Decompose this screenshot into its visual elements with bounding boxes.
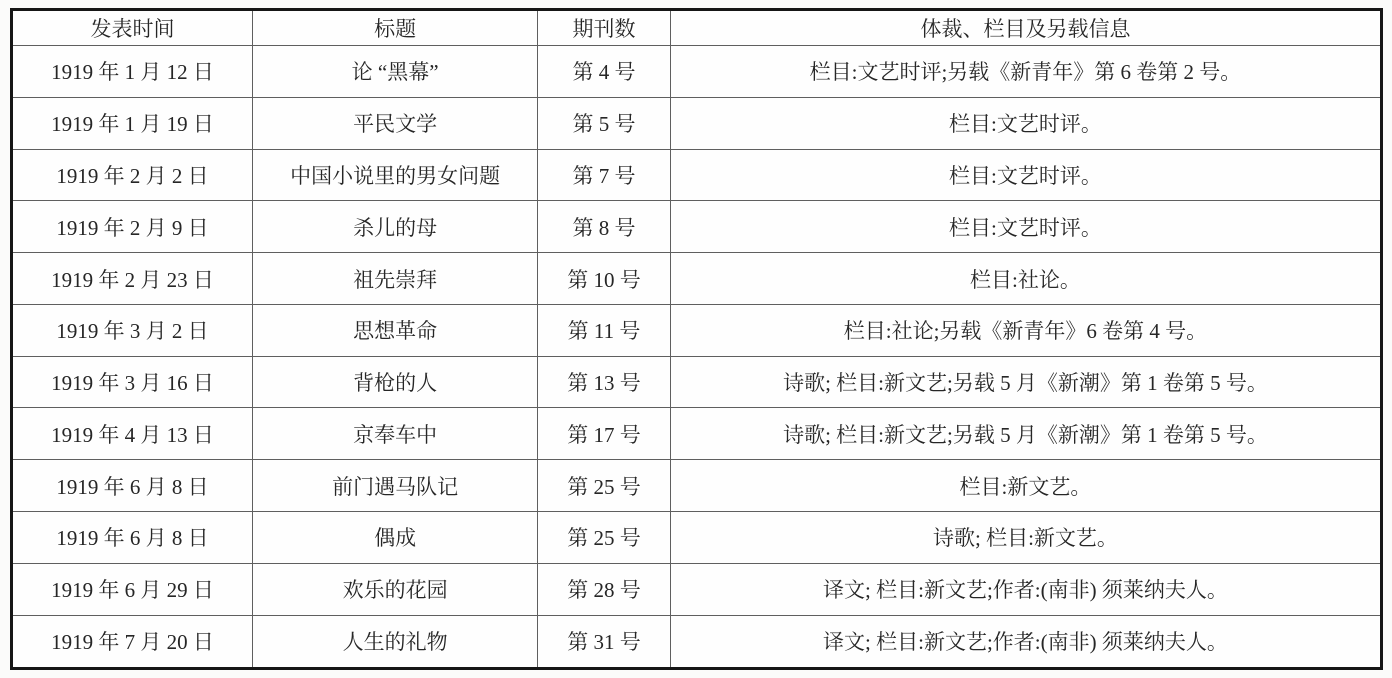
table-cell-info: 诗歌; 栏目:新文艺;另载 5 月《新潮》第 1 卷第 5 号。	[670, 356, 1381, 408]
table-cell-date: 1919 年 2 月 2 日	[12, 149, 253, 201]
table-cell-date: 1919 年 7 月 20 日	[12, 615, 253, 668]
table-cell-info: 栏目:新文艺。	[670, 460, 1381, 512]
table-cell-title: 前门遇马队记	[253, 460, 538, 512]
table-cell-title: 杀儿的母	[253, 201, 538, 253]
table-cell-title: 欢乐的花园	[253, 563, 538, 615]
table-cell-issue: 第 7 号	[538, 149, 671, 201]
publication-table	[10, 8, 1383, 670]
table-cell-title: 背枪的人	[253, 356, 538, 408]
table-cell-info: 栏目:文艺时评。	[670, 97, 1381, 149]
table-cell-info: 诗歌; 栏目:新文艺。	[670, 512, 1381, 564]
table-cell-issue: 第 28 号	[538, 563, 671, 615]
table-cell-info: 栏目:文艺时评。	[670, 149, 1381, 201]
header-cell-date: 发表时间	[12, 10, 253, 46]
table-row	[12, 408, 1382, 460]
table-cell-title: 人生的礼物	[253, 615, 538, 668]
table-cell-info: 诗歌; 栏目:新文艺;另载 5 月《新潮》第 1 卷第 5 号。	[670, 408, 1381, 460]
table-row	[12, 253, 1382, 305]
table-cell-date: 1919 年 6 月 8 日	[12, 460, 253, 512]
table-row	[12, 201, 1382, 253]
table-cell-title: 思想革命	[253, 304, 538, 356]
table-cell-info: 栏目:社论。	[670, 253, 1381, 305]
table-cell-date: 1919 年 6 月 29 日	[12, 563, 253, 615]
table-row	[12, 46, 1382, 98]
table-cell-issue: 第 31 号	[538, 615, 671, 668]
table-cell-info: 栏目:社论;另载《新青年》6 卷第 4 号。	[670, 304, 1381, 356]
table-cell-issue: 第 11 号	[538, 304, 671, 356]
table-body	[12, 46, 1382, 669]
table-cell-info: 译文; 栏目:新文艺;作者:(南非) 须莱纳夫人。	[670, 615, 1381, 668]
table-cell-issue: 第 25 号	[538, 460, 671, 512]
header-cell-info: 体裁、栏目及另载信息	[670, 10, 1381, 46]
table-cell-issue: 第 5 号	[538, 97, 671, 149]
table-cell-title: 论 “黑幕”	[253, 46, 538, 98]
table-cell-date: 1919 年 3 月 16 日	[12, 356, 253, 408]
table-cell-date: 1919 年 6 月 8 日	[12, 512, 253, 564]
header-cell-title: 标题	[253, 10, 538, 46]
table-cell-title: 中国小说里的男女问题	[253, 149, 538, 201]
table-row	[12, 304, 1382, 356]
table-row	[12, 512, 1382, 564]
table-cell-info: 栏目:文艺时评;另载《新青年》第 6 卷第 2 号。	[670, 46, 1381, 98]
table-row	[12, 97, 1382, 149]
table-cell-issue: 第 13 号	[538, 356, 671, 408]
table-cell-issue: 第 10 号	[538, 253, 671, 305]
table-cell-issue: 第 17 号	[538, 408, 671, 460]
table-cell-title: 祖先崇拜	[253, 253, 538, 305]
table-row	[12, 460, 1382, 512]
header-cell-issue: 期刊数	[538, 10, 671, 46]
table-cell-date: 1919 年 1 月 12 日	[12, 46, 253, 98]
table-cell-date: 1919 年 4 月 13 日	[12, 408, 253, 460]
table-row	[12, 149, 1382, 201]
table-cell-issue: 第 8 号	[538, 201, 671, 253]
table-cell-date: 1919 年 2 月 23 日	[12, 253, 253, 305]
table-cell-date: 1919 年 1 月 19 日	[12, 97, 253, 149]
header-row	[12, 10, 1382, 46]
table-cell-info: 译文; 栏目:新文艺;作者:(南非) 须莱纳夫人。	[670, 563, 1381, 615]
table-cell-date: 1919 年 3 月 2 日	[12, 304, 253, 356]
table-cell-title: 京奉车中	[253, 408, 538, 460]
table-row	[12, 563, 1382, 615]
table-cell-issue: 第 25 号	[538, 512, 671, 564]
table-cell-title: 偶成	[253, 512, 538, 564]
table-cell-issue: 第 4 号	[538, 46, 671, 98]
table-cell-date: 1919 年 2 月 9 日	[12, 201, 253, 253]
table-cell-title: 平民文学	[253, 97, 538, 149]
table-row	[12, 356, 1382, 408]
table-row	[12, 615, 1382, 668]
table-cell-info: 栏目:文艺时评。	[670, 201, 1381, 253]
table-header	[12, 10, 1382, 46]
